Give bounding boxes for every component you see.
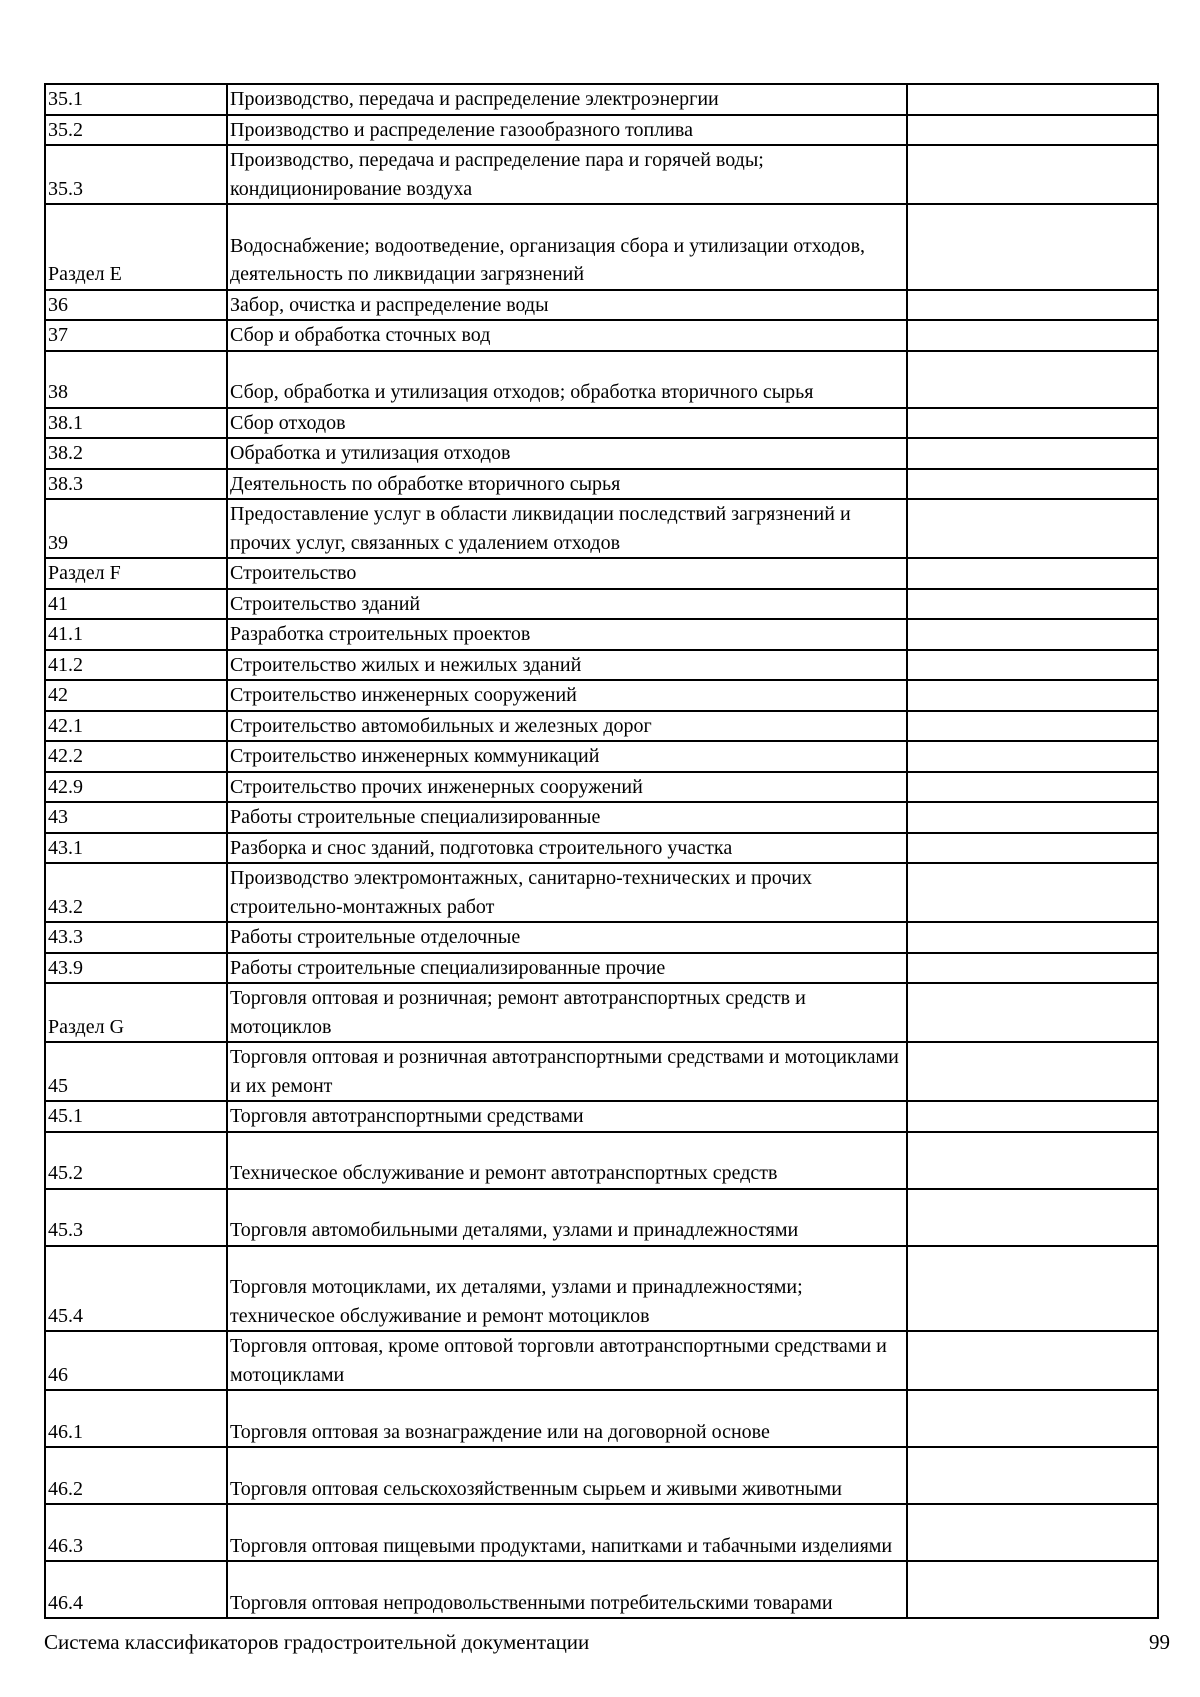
row-name: Работы строительные специализированные прочие: [227, 953, 907, 984]
row-code: 45: [45, 1042, 227, 1101]
table-row: [45, 741, 1158, 772]
row-name: Сбор и обработка сточных вод: [227, 320, 907, 351]
row-empty-cell: [907, 438, 1158, 469]
row-name: Торговля оптовая и розничная автотранспортными средствами и мотоциклами и их ремонт: [227, 1042, 907, 1101]
row-code: 42.9: [45, 772, 227, 803]
row-name: Строительство автомобильных и железных дорог: [227, 711, 907, 742]
row-empty-cell: [907, 802, 1158, 833]
row-empty-cell: [907, 1246, 1158, 1332]
row-code: 42: [45, 680, 227, 711]
row-code: 39: [45, 499, 227, 558]
table-row: [45, 1390, 1158, 1447]
table-row: [45, 589, 1158, 620]
row-empty-cell: [907, 1504, 1158, 1561]
row-empty-cell: [907, 833, 1158, 864]
row-name: Обработка и утилизация отходов: [227, 438, 907, 469]
row-empty-cell: [907, 650, 1158, 681]
row-name: Забор, очистка и распределение воды: [227, 290, 907, 321]
row-name: Строительство прочих инженерных сооружений: [227, 772, 907, 803]
row-empty-cell: [907, 351, 1158, 408]
row-empty-cell: [907, 1101, 1158, 1132]
row-name: Торговля оптовая непродовольственными потребительскими товарами: [227, 1561, 907, 1618]
row-name: Предоставление услуг в области ликвидации последствий загрязнений и прочих услуг, связанных с удалением отходов: [227, 499, 907, 558]
row-code: 42.2: [45, 741, 227, 772]
row-name: Торговля оптовая пищевыми продуктами, напитками и табачными изделиями: [227, 1504, 907, 1561]
row-code: 37: [45, 320, 227, 351]
row-code: 46.3: [45, 1504, 227, 1561]
row-code: 43.1: [45, 833, 227, 864]
table-row: [45, 922, 1158, 953]
table-row: [45, 290, 1158, 321]
table-row: [45, 1447, 1158, 1504]
row-code: 43.3: [45, 922, 227, 953]
row-code: Раздел E: [45, 204, 227, 290]
row-code: 35.2: [45, 115, 227, 146]
table-row: [45, 84, 1158, 115]
row-name: Работы строительные отделочные: [227, 922, 907, 953]
row-code: 35.3: [45, 145, 227, 204]
row-name: Строительство жилых и нежилых зданий: [227, 650, 907, 681]
row-empty-cell: [907, 711, 1158, 742]
table-row: [45, 115, 1158, 146]
row-empty-cell: [907, 408, 1158, 439]
row-empty-cell: [907, 204, 1158, 290]
table-row: [45, 351, 1158, 408]
row-name: Строительство инженерных сооружений: [227, 680, 907, 711]
row-code: Раздел G: [45, 983, 227, 1042]
table-row: [45, 1189, 1158, 1246]
row-code: 43.2: [45, 863, 227, 922]
row-empty-cell: [907, 145, 1158, 204]
table-row: [45, 204, 1158, 290]
table-row: [45, 619, 1158, 650]
row-code: 46.4: [45, 1561, 227, 1618]
row-code: 36: [45, 290, 227, 321]
table-row: [45, 438, 1158, 469]
row-code: 41.2: [45, 650, 227, 681]
table-row: [45, 558, 1158, 589]
row-name: Торговля мотоциклами, их деталями, узлами и принадлежностями; техническое обслуживание и ремонт мотоциклов: [227, 1246, 907, 1332]
table-row: [45, 320, 1158, 351]
row-code: 45.1: [45, 1101, 227, 1132]
row-code: 38.3: [45, 469, 227, 500]
row-empty-cell: [907, 1561, 1158, 1618]
row-empty-cell: [907, 772, 1158, 803]
row-name: Строительство зданий: [227, 589, 907, 620]
row-name: Торговля автотранспортными средствами: [227, 1101, 907, 1132]
row-name: Торговля оптовая сельскохозяйственным сырьем и живыми животными: [227, 1447, 907, 1504]
row-name: Производство и распределение газообразного топлива: [227, 115, 907, 146]
row-name: Водоснабжение; водоотведение, организация сбора и утилизации отходов, деятельность по ликвидации загрязнений: [227, 204, 907, 290]
row-code: 41: [45, 589, 227, 620]
row-code: 38.2: [45, 438, 227, 469]
table-row: [45, 863, 1158, 922]
row-code: Раздел F: [45, 558, 227, 589]
row-name: Разборка и снос зданий, подготовка строительного участка: [227, 833, 907, 864]
table-row: [45, 1246, 1158, 1332]
row-name: Торговля оптовая и розничная; ремонт автотранспортных средств и мотоциклов: [227, 983, 907, 1042]
table-row: [45, 650, 1158, 681]
row-empty-cell: [907, 922, 1158, 953]
table-row: [45, 953, 1158, 984]
row-code: 35.1: [45, 84, 227, 115]
row-empty-cell: [907, 290, 1158, 321]
row-name: Торговля автомобильными деталями, узлами и принадлежностями: [227, 1189, 907, 1246]
row-empty-cell: [907, 589, 1158, 620]
row-code: 38: [45, 351, 227, 408]
table-row: [45, 145, 1158, 204]
table-row: [45, 802, 1158, 833]
table-row: [45, 680, 1158, 711]
row-empty-cell: [907, 1331, 1158, 1390]
row-name: Сбор, обработка и утилизация отходов; обработка вторичного сырья: [227, 351, 907, 408]
row-code: 41.1: [45, 619, 227, 650]
row-empty-cell: [907, 1189, 1158, 1246]
footer-title: Система классификаторов градостроительной документации: [44, 1630, 590, 1654]
table-row: [45, 1504, 1158, 1561]
row-empty-cell: [907, 1390, 1158, 1447]
row-name: Производство, передача и распределение пара и горячей воды; кондиционирование воздуха: [227, 145, 907, 204]
table-row: [45, 1561, 1158, 1618]
row-empty-cell: [907, 1132, 1158, 1189]
table-row: [45, 711, 1158, 742]
row-name: Торговля оптовая, кроме оптовой торговли автотранспортными средствами и мотоциклами: [227, 1331, 907, 1390]
row-empty-cell: [907, 469, 1158, 500]
row-name: Производство, передача и распределение электроэнергии: [227, 84, 907, 115]
row-empty-cell: [907, 680, 1158, 711]
row-code: 43.9: [45, 953, 227, 984]
row-name: Сбор отходов: [227, 408, 907, 439]
row-code: 46.1: [45, 1390, 227, 1447]
row-empty-cell: [907, 1042, 1158, 1101]
row-name: Деятельность по обработке вторичного сырья: [227, 469, 907, 500]
row-empty-cell: [907, 499, 1158, 558]
row-code: 43: [45, 802, 227, 833]
row-name: Техническое обслуживание и ремонт автотранспортных средств: [227, 1132, 907, 1189]
row-name: Строительство: [227, 558, 907, 589]
table-row: [45, 499, 1158, 558]
row-code: 46: [45, 1331, 227, 1390]
table-row: [45, 772, 1158, 803]
row-name: Разработка строительных проектов: [227, 619, 907, 650]
row-empty-cell: [907, 84, 1158, 115]
row-name: Производство электромонтажных, санитарно-технических и прочих строительно-монтажных работ: [227, 863, 907, 922]
row-empty-cell: [907, 1447, 1158, 1504]
row-code: 45.3: [45, 1189, 227, 1246]
row-empty-cell: [907, 983, 1158, 1042]
table-row: [45, 1042, 1158, 1101]
row-empty-cell: [907, 953, 1158, 984]
table-body: [45, 84, 1158, 1618]
row-empty-cell: [907, 558, 1158, 589]
row-code: 42.1: [45, 711, 227, 742]
row-name: Торговля оптовая за вознаграждение или на договорной основе: [227, 1390, 907, 1447]
table-row: [45, 1132, 1158, 1189]
row-empty-cell: [907, 320, 1158, 351]
row-empty-cell: [907, 863, 1158, 922]
row-empty-cell: [907, 115, 1158, 146]
classifier-table: [44, 83, 1159, 1619]
row-code: 45.2: [45, 1132, 227, 1189]
row-empty-cell: [907, 741, 1158, 772]
page-number: 99: [1149, 1630, 1170, 1654]
table-row: [45, 469, 1158, 500]
table-row: [45, 1331, 1158, 1390]
row-code: 38.1: [45, 408, 227, 439]
table-row: [45, 408, 1158, 439]
row-empty-cell: [907, 619, 1158, 650]
table-row: [45, 983, 1158, 1042]
row-name: Строительство инженерных коммуникаций: [227, 741, 907, 772]
row-name: Работы строительные специализированные: [227, 802, 907, 833]
row-code: 45.4: [45, 1246, 227, 1332]
table-row: [45, 1101, 1158, 1132]
table-row: [45, 833, 1158, 864]
row-code: 46.2: [45, 1447, 227, 1504]
